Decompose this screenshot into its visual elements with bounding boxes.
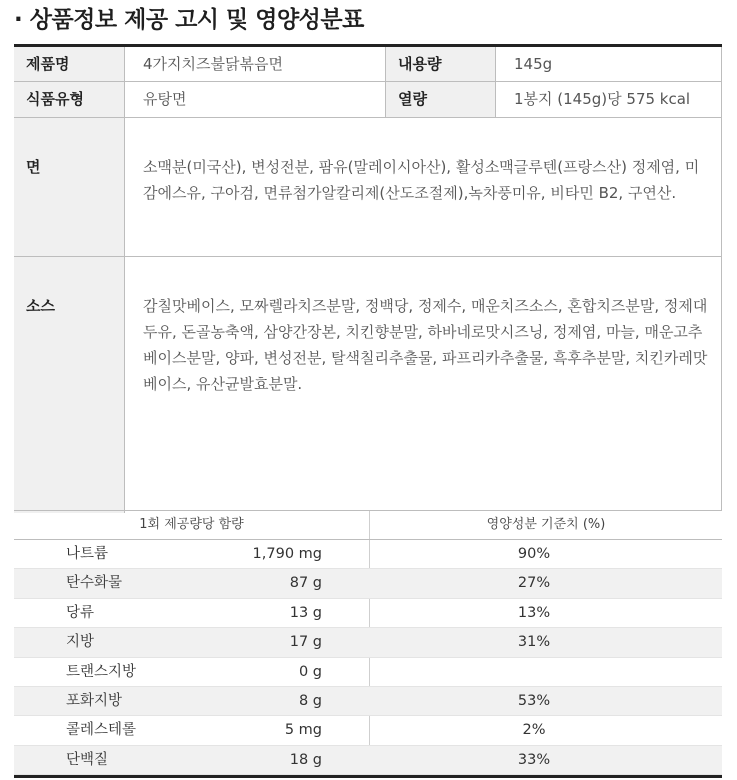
nutrient-name: 나트륨	[66, 546, 109, 562]
nutrition-header-percent: 영양성분 기준치 (%)	[486, 517, 606, 532]
nutrition-table	[14, 510, 722, 776]
nutrient-percent: 31%	[517, 634, 551, 651]
nutrient-name: 포화지방	[66, 693, 123, 709]
type-label: 식품유형	[14, 82, 124, 117]
nutrient-amount: 17 g	[289, 634, 322, 651]
nutrient-percent: 33%	[517, 751, 551, 768]
type-value: 유탕면	[124, 82, 385, 117]
nutrition-row	[14, 746, 722, 775]
noodle-ingredients: 소맥분(미국산), 변성전분, 팜유(말레이시아산), 활성소맥글루텐(프랑스산) 정제염, 미감에스유, 구아검, 면류첨가알칼리제(산도조절제),녹차풍미유, 비타민 B2, 구연산.	[124, 118, 722, 256]
info-row-sauce	[14, 257, 722, 513]
nutrition-row	[14, 628, 722, 657]
nutrient-percent: 13%	[517, 604, 551, 621]
nutrient-amount: 0 g	[298, 663, 322, 680]
calorie-value: 1봉지 (145g)당 575 kcal	[495, 82, 722, 117]
nutrition-row	[14, 599, 722, 628]
nutrition-row	[14, 540, 722, 569]
nutrient-percent: 2%	[522, 722, 546, 739]
product-name-label: 제품명	[14, 47, 124, 81]
nutrition-header-amount: 1회 제공량당 함량	[139, 517, 244, 532]
page-title: · 상품정보 제공 고시 및 영양성분표	[14, 7, 364, 33]
nutrient-amount: 8 g	[298, 693, 322, 709]
calorie-label: 열량	[385, 82, 495, 117]
noodle-label: 면	[14, 118, 124, 256]
nutrient-name: 지방	[66, 634, 95, 651]
nutrient-name: 당류	[66, 604, 95, 621]
product-info-table	[14, 44, 722, 510]
nutrient-name: 콜레스테롤	[66, 722, 137, 739]
product-name-value: 4가지치즈불닭볶음면	[124, 47, 385, 81]
nutrient-amount: 87 g	[289, 575, 322, 592]
content-value: 145g	[495, 47, 722, 81]
nutrient-name: 트랜스지방	[66, 663, 137, 680]
nutrition-header	[14, 511, 722, 540]
nutrient-amount: 13 g	[289, 604, 322, 621]
info-row-name	[14, 47, 722, 82]
nutrient-percent: 90%	[517, 546, 551, 562]
nutrient-amount: 5 mg	[284, 722, 322, 739]
nutrient-name: 단백질	[66, 751, 109, 768]
nutrient-amount: 18 g	[289, 751, 322, 768]
nutrition-row	[14, 716, 722, 745]
nutrition-row	[14, 687, 722, 716]
nutrition-row	[14, 569, 722, 598]
nutrition-bottom-border	[14, 775, 722, 778]
info-row-type	[14, 82, 722, 118]
sauce-label: 소스	[14, 257, 124, 513]
nutrient-name: 탄수화물	[66, 575, 123, 592]
info-row-noodle	[14, 118, 722, 257]
nutrient-percent: 53%	[517, 693, 551, 709]
content-label: 내용량	[385, 47, 495, 81]
nutrient-amount: 1,790 mg	[252, 546, 322, 562]
sauce-ingredients: 감칠맛베이스, 모짜렐라치즈분말, 정백당, 정제수, 매운치즈소스, 혼합치즈분말, 정제대두유, 돈골농축액, 삼양간장본, 치킨향분말, 하바네로맛시즈닝, 정제염, 마늘, 매운고추베이스분말, 양파, 변성전분, 탈색칠리추출물, 파프리카추출물, 흑후추분말, 치킨카레맛베이스, 유산균발효분말.	[124, 257, 722, 513]
nutrient-percent: 27%	[517, 575, 551, 592]
nutrition-row	[14, 658, 722, 687]
